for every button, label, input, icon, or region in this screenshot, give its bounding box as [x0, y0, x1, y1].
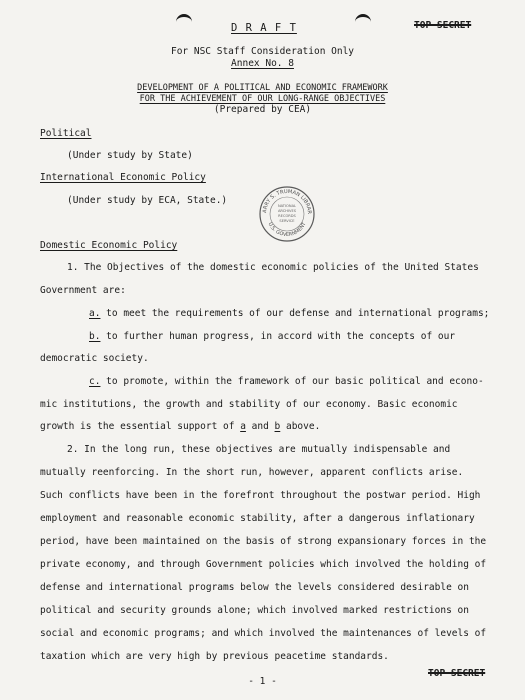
objective-a	[89, 308, 489, 320]
ref-b: b	[274, 421, 281, 432]
paragraph-2-line: mutually reenforcing. In the short run, however, apparent conflicts arise.	[40, 467, 464, 478]
svg-text:U.S. GOVERNMENT	[267, 221, 308, 238]
paragraph-2-line: Such conflicts have been in the forefront throughout the postwar period. High	[40, 490, 481, 501]
draft-label: D R A F T	[231, 22, 297, 34]
objective-c-line2: mic institutions, the growth and stability of our economy. Basic economic	[40, 399, 458, 410]
objective-b-text: to further human progress, in accord with the concepts of our	[100, 331, 456, 342]
ref-a: a	[240, 421, 246, 432]
stamp-center-line4: SERVICE	[279, 219, 295, 223]
paragraph-2-line: 2. In the long run, these objectives are mutually indispensable and	[67, 444, 451, 455]
political-note: (Under study by State)	[67, 150, 193, 161]
document-title-line2: FOR THE ACHIEVEMENT OF OUR LONG-RANGE OBJECTIVES	[139, 94, 386, 104]
page-number: - 1 -	[248, 676, 277, 687]
classification-top: TOP SECRET	[414, 20, 472, 31]
paragraph-2-line: taxation which are very high by previous peacetime standards.	[40, 651, 389, 662]
section-heading-domestic: Domestic Economic Policy	[40, 240, 178, 251]
objective-c-line3-text: growth is the essential support of	[40, 421, 241, 432]
punch-hole-mark-left	[176, 14, 192, 27]
objective-c-line3-end: above.	[280, 421, 321, 432]
annex-number: Annex No. 8	[231, 58, 294, 69]
international-note: (Under study by ECA, State.)	[67, 195, 228, 206]
classification-bottom: TOP SECRET	[428, 668, 486, 679]
objective-b-label: b.	[89, 331, 101, 342]
stamp-outer-text: ARRY S. TRUMAN LIBRAR	[261, 188, 313, 214]
objective-a-text: to meet the requirements of our defense and international programs;	[100, 308, 490, 319]
paragraph-2-line: private economy, and through Government policies which involved the holding of	[40, 559, 487, 570]
stamp-center-line3: RECORDS	[278, 214, 296, 218]
objective-c-label: c.	[89, 376, 101, 387]
consideration-note: For NSC Staff Consideration Only	[170, 46, 355, 57]
objective-c-text: to promote, within the framework of our basic political and econo-	[100, 376, 484, 387]
paragraph-2-line: political and security grounds alone; which involved marked restrictions on	[40, 605, 469, 616]
punch-hole-mark-right	[355, 14, 371, 27]
archive-stamp-seal	[258, 185, 316, 243]
section-heading-political: Political	[40, 128, 92, 139]
paragraph-2-line: defense and international programs below the levels considered desirable on	[40, 582, 469, 593]
paragraph-2-line: period, have been maintained on the basis of strong expansionary forces in the	[40, 536, 487, 547]
objective-c-line3-and: and	[245, 421, 275, 432]
objective-b	[89, 331, 455, 343]
objective-c-line3	[40, 421, 320, 433]
document-title-line1: DEVELOPMENT OF A POLITICAL AND ECONOMIC FRAMEWORK	[137, 83, 388, 93]
objective-a-label: a.	[89, 308, 101, 319]
stamp-center-line2: ARCHIVES	[277, 209, 297, 213]
section-heading-international: International Economic Policy	[40, 172, 206, 183]
paragraph-1-line2: Government are:	[40, 285, 126, 296]
paragraph-2-line: social and economic programs; and which involved the maintenances of levels of	[40, 628, 487, 639]
stamp-bottom-text: U.S. GOVERNMENT	[266, 221, 308, 239]
objective-c	[89, 376, 484, 388]
paragraph-1-line1: 1. The Objectives of the domestic economic policies of the United States	[67, 262, 479, 273]
prepared-by: (Prepared by CEA)	[213, 104, 312, 115]
objective-b-line2: democratic society.	[40, 353, 149, 364]
paragraph-2-line: employment and reasonable economic stability, after a dangerous inflationary	[40, 513, 475, 524]
stamp-center-line1: NATIONAL	[277, 204, 297, 208]
